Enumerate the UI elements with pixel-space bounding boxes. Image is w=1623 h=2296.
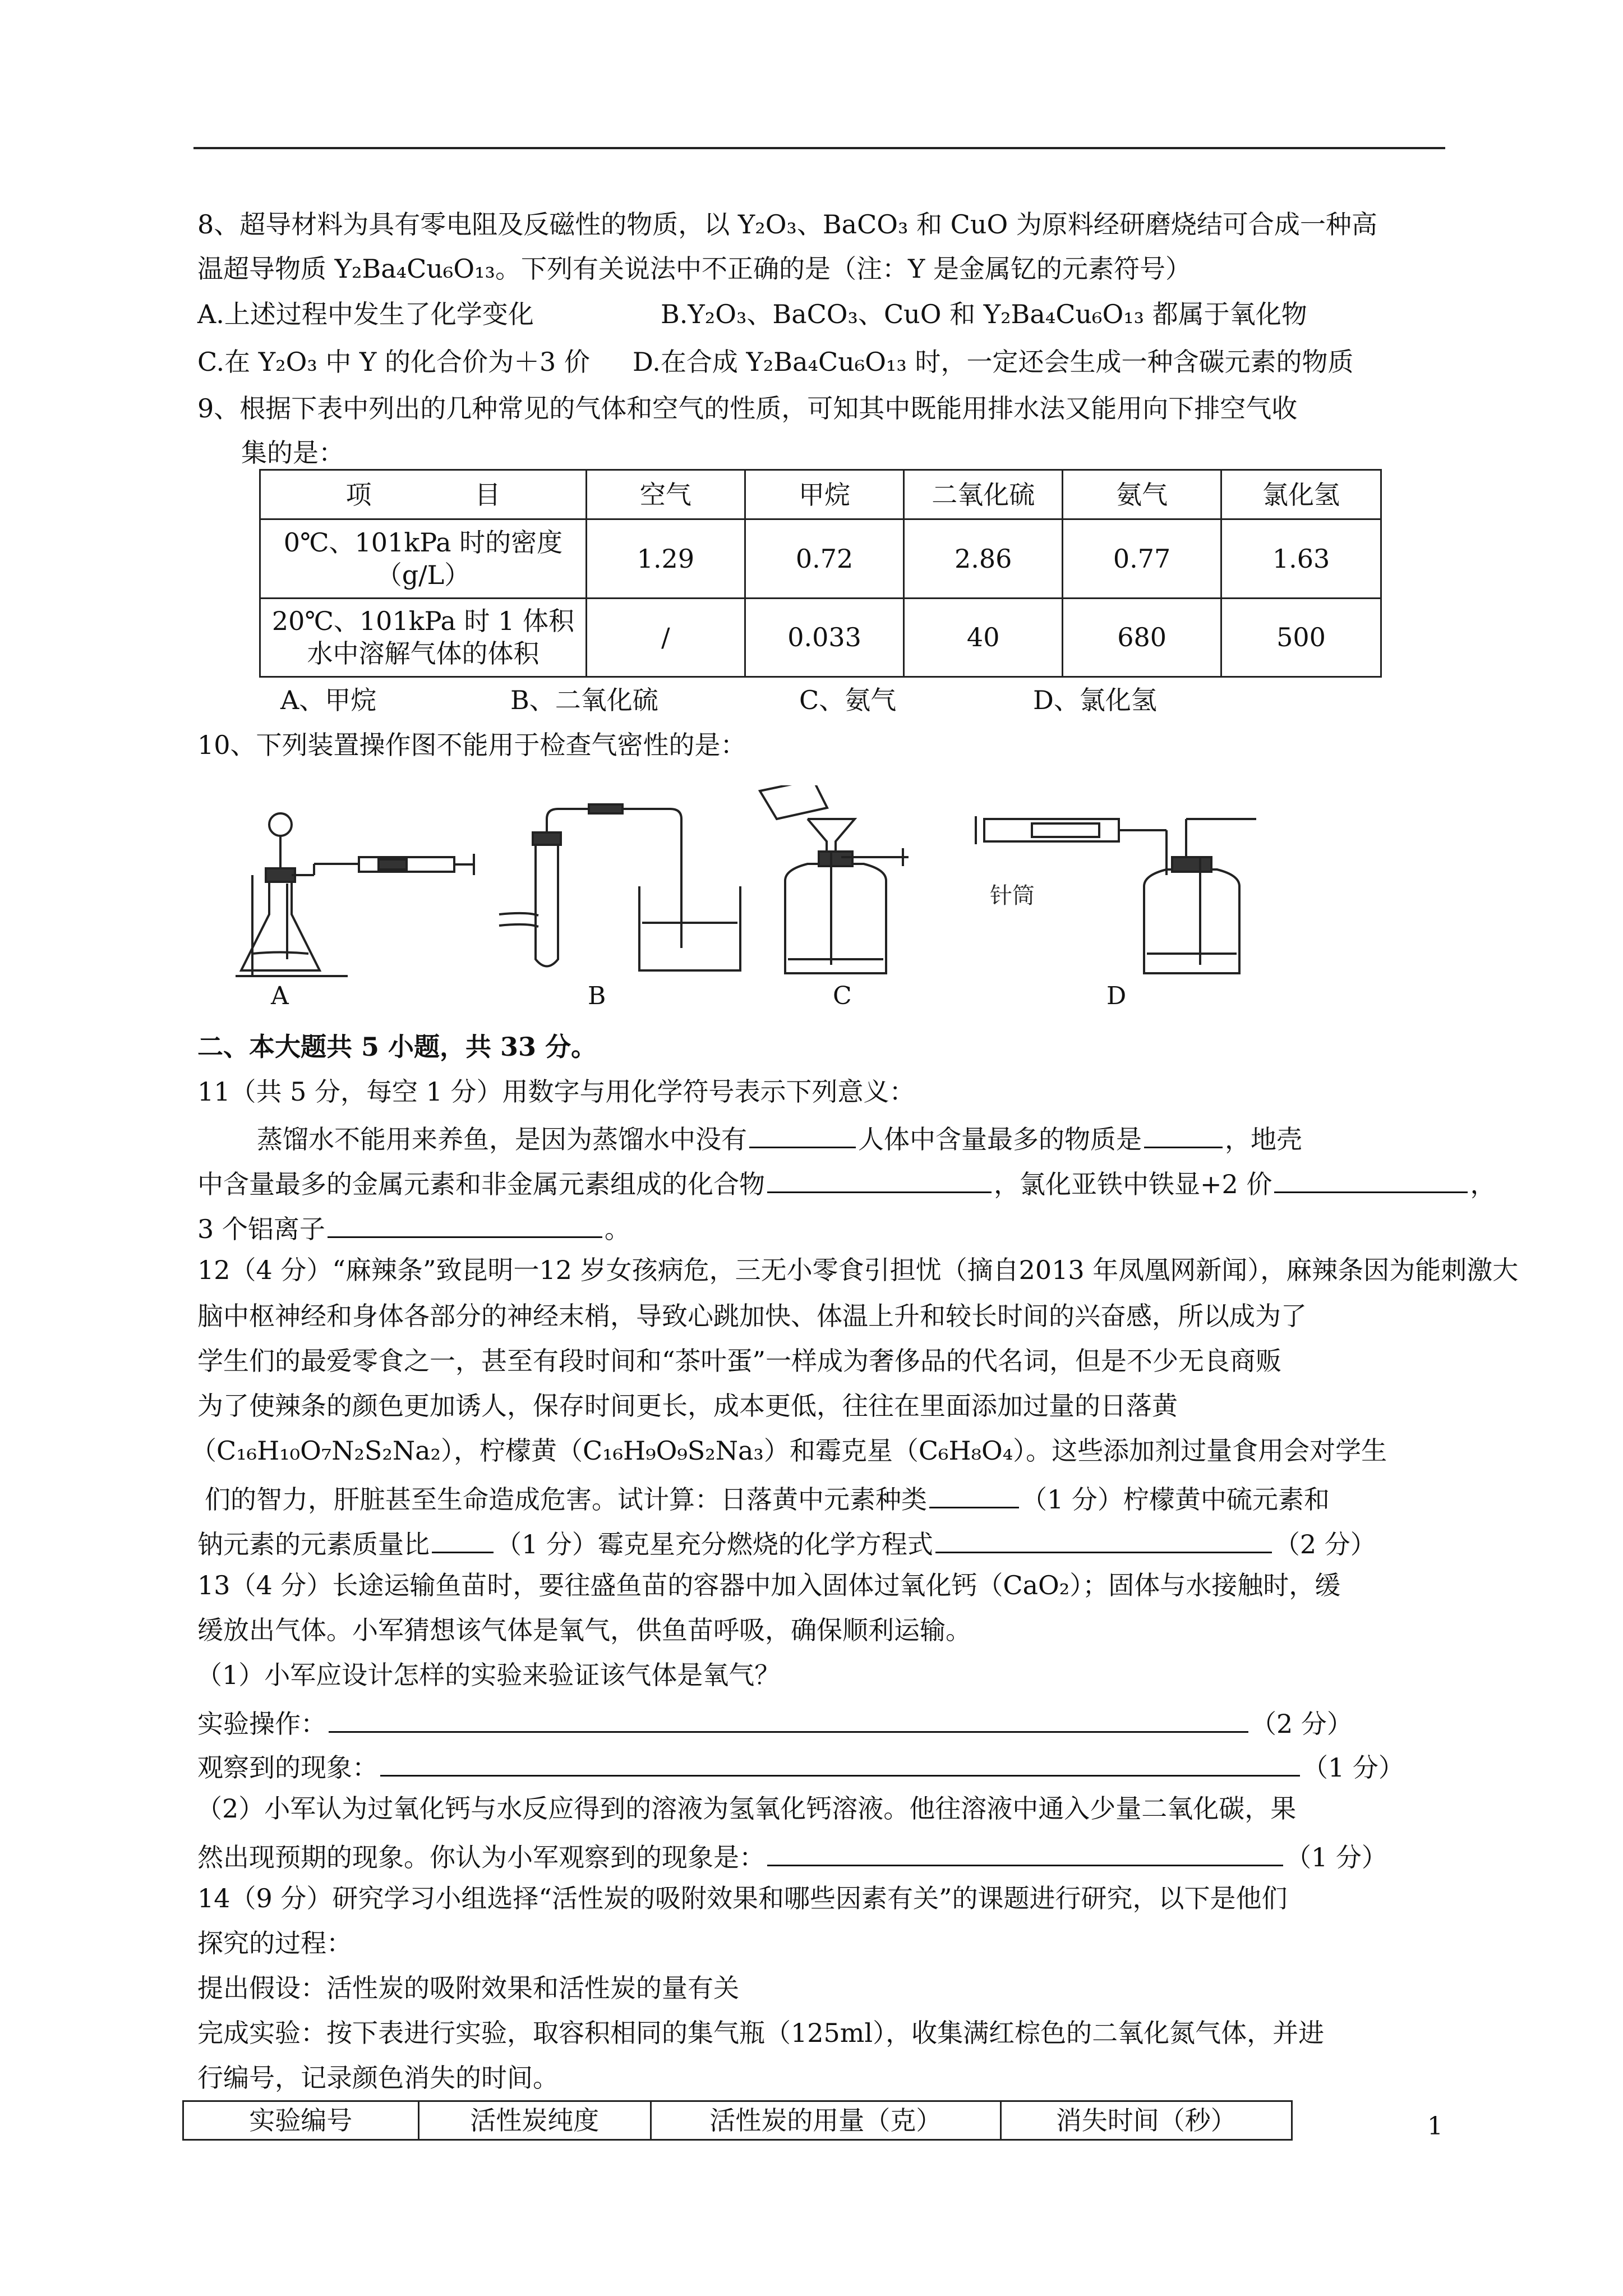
q14-line5: 行编号，记录颜色消失的时间。	[197, 2063, 559, 2093]
syringe-label: 针筒	[990, 883, 1035, 909]
table-cell: 2.86	[904, 519, 1063, 599]
answer-blank[interactable]	[1144, 1120, 1223, 1148]
page-number: 1	[1427, 2112, 1443, 2141]
table-cell: 1.29	[586, 519, 745, 599]
table-header: 实验编号	[183, 2101, 419, 2140]
table-cell: 1.63	[1221, 519, 1381, 599]
answer-blank[interactable]	[749, 1120, 856, 1148]
answer-blank[interactable]	[929, 1480, 1019, 1508]
table-header: 二氧化硫	[904, 470, 1063, 519]
table-cell: 0.77	[1063, 519, 1221, 599]
table-header: 空气	[586, 470, 745, 519]
q10-line: 10、下列装置操作图不能用于检查气密性的是：	[197, 730, 746, 760]
apparatus-figures	[224, 785, 1267, 999]
q8-option-a: A.上述过程中发生了化学变化	[197, 299, 534, 329]
table-cell: /	[586, 598, 745, 677]
q12-line2: 脑中枢神经和身体各部分的神经末梢，导致心跳加快、体温上升和较长时间的兴奋感，所以成为了	[197, 1301, 1307, 1331]
q12-line6: 们的智力，肝脏甚至生命造成危害。试计算：日落黄中元素种类 （1 分）柠檬黄中硫元素和	[205, 1480, 1330, 1515]
q12-line7: 钠元素的元素质量比 （1 分）霉克星充分燃烧的化学方程式 （2 分）	[197, 1525, 1376, 1560]
q13-line1: 13（4 分）长途运输鱼苗时，要往盛鱼苗的容器中加入固体过氧化钙（CaO₂）；固体与水接触时，缓	[197, 1570, 1341, 1600]
answer-blank[interactable]	[767, 1165, 992, 1193]
answer-blank[interactable]	[1274, 1165, 1468, 1193]
q13-line6: （2）小军认为过氧化钙与水反应得到的溶液为氢氧化钙溶液。他往溶液中通入少量二氧化碳，果	[196, 1793, 1297, 1824]
q13-line2: 缓放出气体。小军猜想该气体是氧气，供鱼苗呼吸，确保顺利运输。	[197, 1615, 971, 1645]
header-rule	[193, 147, 1445, 149]
table-row-label: 20℃、101kPa 时 1 体积 水中溶解气体的体积	[260, 598, 587, 677]
q13-line3: （1）小军应设计怎样的实验来验证该气体是氧气？	[196, 1660, 781, 1690]
q8-line2: 温超导物质 Y₂Ba₄Cu₆O₁₃。下列有关说法中不正确的是（注：Y 是金属钇的元素符号）	[197, 254, 1191, 284]
q11-line1: 11（共 5 分，每空 1 分）用数字与用化学符号表示下列意义：	[197, 1076, 915, 1107]
q9-option-d: D、氯化氢	[1033, 685, 1157, 715]
q9-line1: 9、根据下表中列出的几种常见的气体和空气的性质，可知其中既能用排水法又能用向下排空气收	[197, 393, 1298, 424]
answer-blank[interactable]	[935, 1525, 1272, 1553]
apparatus-a-flask-syringe	[236, 813, 474, 976]
table-cell: 500	[1221, 598, 1381, 677]
table-header: 氨气	[1063, 470, 1221, 519]
section-2-heading: 二、本大题共 5 小题，共 33 分。	[197, 1032, 597, 1062]
table-header: 项 目	[260, 470, 587, 519]
table-cell: 40	[904, 598, 1063, 677]
table-header: 氯化氢	[1221, 470, 1381, 519]
table-cell: 0.033	[745, 598, 903, 677]
q12-line1: 12（4 分）“麻辣条”致昆明一12 岁女孩病危，三无小零食引担忧（摘自2013 年凤凰网新闻），麻辣条因为能刺激大	[197, 1255, 1519, 1285]
q14-line3: 提出假设：活性炭的吸附效果和活性炭的量有关	[197, 1973, 739, 2003]
q11-line2: 蒸馏水不能用来养鱼，是因为蒸馏水中没有 人体中含量最多的物质是 ，地壳	[257, 1120, 1302, 1155]
q12-line4: 为了使辣条的颜色更加诱人，保存时间更长，成本更低，往往在里面添加过量的日落黄	[197, 1391, 1178, 1421]
answer-blank[interactable]	[432, 1525, 494, 1553]
table-row	[260, 519, 1381, 599]
q11-line3: 中含量最多的金属元素和非金属元素组成的化合物 ，氯化亚铁中铁显+2 价 ，	[197, 1165, 1496, 1200]
q13-line4: 实验操作： （2 分）	[197, 1704, 1353, 1740]
figure-label-c: C	[833, 982, 852, 1010]
q12-line5: （C₁₆H₁₀O₇N₂S₂Na₂），柠檬黄（C₁₆H₉O₉S₂Na₃）和霉克星（C₆H₈O₄）。这些添加剂过量食用会对学生	[191, 1435, 1387, 1466]
apparatus-b-tube-beaker	[499, 804, 740, 970]
q13-line5: 观察到的现象： （1 分）	[197, 1748, 1404, 1783]
table-row-label: 0℃、101kPa 时的密度 （g/L）	[260, 519, 587, 599]
answer-blank[interactable]	[767, 1838, 1283, 1866]
figure-label-b: B	[588, 982, 606, 1010]
table-header: 甲烷	[745, 470, 903, 519]
gas-property-table	[259, 469, 1382, 678]
q14-line2: 探究的过程：	[197, 1928, 352, 1958]
answer-blank[interactable]	[329, 1704, 1248, 1733]
q8-option-c: C.在 Y₂O₃ 中 Y 的化合价为＋3 价	[197, 347, 590, 377]
table-header: 活性炭的用量（克）	[651, 2101, 1000, 2140]
q11-line4: 3 个铝离子 。	[197, 1209, 630, 1245]
figure-label-d: D	[1106, 982, 1127, 1010]
q9-option-a: A、甲烷	[280, 685, 377, 715]
q9-option-b: B、二氧化硫	[510, 685, 658, 715]
table-cell: 0.72	[745, 519, 903, 599]
figure-label-a: A	[271, 982, 289, 1010]
q8-option-d: D.在合成 Y₂Ba₄Cu₆O₁₃ 时，一定还会生成一种含碳元素的物质	[633, 347, 1354, 377]
q14-experiment-table	[182, 2100, 1293, 2141]
answer-blank[interactable]	[380, 1748, 1300, 1777]
q9-option-c: C、氨气	[799, 685, 897, 715]
q13-line7: 然出现预期的现象。你认为小军观察到的现象是： （1 分）	[197, 1838, 1387, 1873]
q14-line4: 完成实验：按下表进行实验，取容积相同的集气瓶（125ml），收集满红棕色的二氧化氮气体，并进	[197, 2018, 1325, 2048]
q8-line1: 8、超导材料为具有零电阻及反磁性的物质，以 Y₂O₃、BaCO₃ 和 CuO 为原料经研磨烧结可合成一种高	[197, 209, 1377, 240]
q8-option-b: B.Y₂O₃、BaCO₃、CuO 和 Y₂Ba₄Cu₆O₁₃ 都属于氧化物	[661, 299, 1307, 329]
table-header: 活性炭纯度	[418, 2101, 651, 2140]
answer-blank[interactable]	[328, 1209, 602, 1238]
q14-line1: 14（9 分）研究学习小组选择“活性炭的吸附效果和哪些因素有关”的课题进行研究，以下是他们	[197, 1883, 1288, 1913]
table-cell: 680	[1063, 598, 1221, 677]
table-header: 消失时间（秒）	[1000, 2101, 1292, 2140]
apparatus-c-funnel-bottle	[760, 785, 909, 973]
q9-line2: 集的是：	[241, 438, 344, 468]
table-row	[260, 598, 1381, 677]
q12-line3: 学生们的最爱零食之一，甚至有段时间和“茶叶蛋”一样成为奢侈品的代名词，但是不少无良商贩	[197, 1346, 1282, 1376]
